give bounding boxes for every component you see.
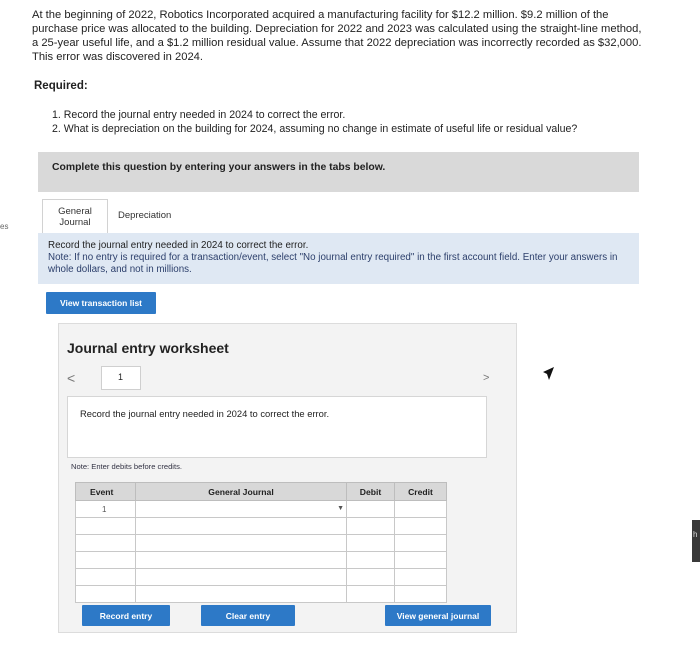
debit-input[interactable]	[347, 587, 394, 602]
worksheet-title: Journal entry worksheet	[67, 340, 229, 356]
table-row	[76, 518, 447, 535]
required-heading: Required:	[34, 80, 88, 92]
cropped-edge-text: es	[0, 222, 9, 231]
debit-input[interactable]	[347, 536, 394, 551]
debit-cell[interactable]	[347, 569, 395, 586]
account-input[interactable]	[136, 536, 346, 551]
account-select-cell[interactable]	[136, 501, 347, 518]
event-number: 1	[76, 501, 136, 518]
debit-cell[interactable]	[347, 535, 395, 552]
tab-general-journal-line2: Journal	[59, 217, 91, 228]
credit-cell[interactable]	[395, 586, 447, 603]
clear-entry-button[interactable]: Clear entry	[201, 605, 295, 626]
debit-input[interactable]	[347, 553, 394, 568]
tab-general-journal[interactable]	[42, 199, 108, 233]
event-cell	[76, 552, 136, 569]
cropped-window-edge: h	[692, 520, 700, 562]
credit-cell[interactable]	[395, 501, 447, 518]
next-entry-chevron-icon[interactable]: >	[483, 372, 490, 384]
credit-cell[interactable]	[395, 552, 447, 569]
event-cell	[76, 586, 136, 603]
credit-input[interactable]	[395, 570, 446, 585]
credit-input[interactable]	[395, 553, 446, 568]
debit-cell[interactable]	[347, 552, 395, 569]
table-row	[76, 569, 447, 586]
credit-cell[interactable]	[395, 518, 447, 535]
view-transaction-list-button[interactable]: View transaction list	[46, 292, 156, 314]
entry-description: Record the journal entry needed in 2024 to correct the error.	[67, 396, 487, 458]
tab-depreciation[interactable]: Depreciation	[118, 210, 172, 221]
dropdown-arrow-icon[interactable]: ▼	[337, 505, 344, 512]
credit-input[interactable]	[395, 519, 446, 534]
debit-input[interactable]	[347, 519, 394, 534]
account-cell[interactable]	[136, 535, 347, 552]
journal-entry-worksheet	[58, 323, 517, 633]
event-cell	[76, 569, 136, 586]
credit-input[interactable]	[395, 536, 446, 551]
credit-input[interactable]	[395, 587, 446, 602]
header-debit: Debit	[347, 483, 395, 501]
account-cell[interactable]	[136, 586, 347, 603]
account-cell[interactable]	[136, 552, 347, 569]
event-cell	[76, 535, 136, 552]
tab-instructions	[38, 233, 639, 284]
table-row	[76, 552, 447, 569]
account-input[interactable]	[136, 570, 346, 585]
tab-general-journal-line1: General	[58, 206, 92, 217]
debit-cell[interactable]	[347, 501, 395, 518]
requirement-2: 2. What is depreciation on the building for 2024, assuming no change in estimate of useful life or residual value?	[52, 123, 578, 135]
account-input[interactable]	[136, 587, 346, 602]
account-select[interactable]	[136, 502, 346, 517]
view-general-journal-button[interactable]: View general journal	[385, 605, 491, 626]
record-entry-button[interactable]: Record entry	[82, 605, 170, 626]
table-row	[76, 586, 447, 603]
account-input[interactable]	[136, 553, 346, 568]
debit-input[interactable]	[347, 570, 394, 585]
problem-statement: At the beginning of 2022, Robotics Incorporated acquired a manufacturing facility for $12.2 million. $9.2 million of the purchase price was allocated to the building. Depreciation for 2022 and 2023 was calculated using the straight-line method, a 25-year useful life, and a $1.2 million residual value. Assume that 2022 depreciation was incorrectly recorded as $32,000. This error was discovered in 2024.	[32, 9, 642, 63]
mouse-cursor-icon	[541, 366, 555, 382]
event-cell	[76, 518, 136, 535]
header-general-journal: General Journal	[136, 483, 347, 501]
credit-cell[interactable]	[395, 535, 447, 552]
debits-before-credits-note: Note: Enter debits before credits.	[71, 462, 183, 471]
debit-input[interactable]	[347, 502, 394, 517]
entry-page-number[interactable]: 1	[101, 366, 141, 390]
credit-cell[interactable]	[395, 569, 447, 586]
requirement-1: 1. Record the journal entry needed in 2024 to correct the error.	[52, 109, 346, 121]
header-event: Event	[76, 483, 136, 501]
account-input[interactable]	[136, 519, 346, 534]
table-row	[76, 501, 447, 518]
answer-tabs	[42, 199, 181, 233]
prev-entry-chevron-icon[interactable]: <	[67, 370, 76, 386]
tab-instructions-note: Note: If no entry is required for a transaction/event, select "No journal entry required" in the first account field. Enter your answers in whole dollars, and not in millions.	[48, 252, 618, 275]
credit-input[interactable]	[395, 502, 446, 517]
tab-instructions-title: Record the journal entry needed in 2024 to correct the error.	[48, 240, 309, 251]
debit-cell[interactable]	[347, 518, 395, 535]
instruction-bar: Complete this question by entering your answers in the tabs below.	[38, 152, 639, 192]
header-credit: Credit	[395, 483, 447, 501]
journal-entry-table	[75, 482, 447, 603]
debit-cell[interactable]	[347, 586, 395, 603]
account-cell[interactable]	[136, 569, 347, 586]
table-row	[76, 535, 447, 552]
account-cell[interactable]	[136, 518, 347, 535]
requirements-list	[52, 108, 577, 136]
